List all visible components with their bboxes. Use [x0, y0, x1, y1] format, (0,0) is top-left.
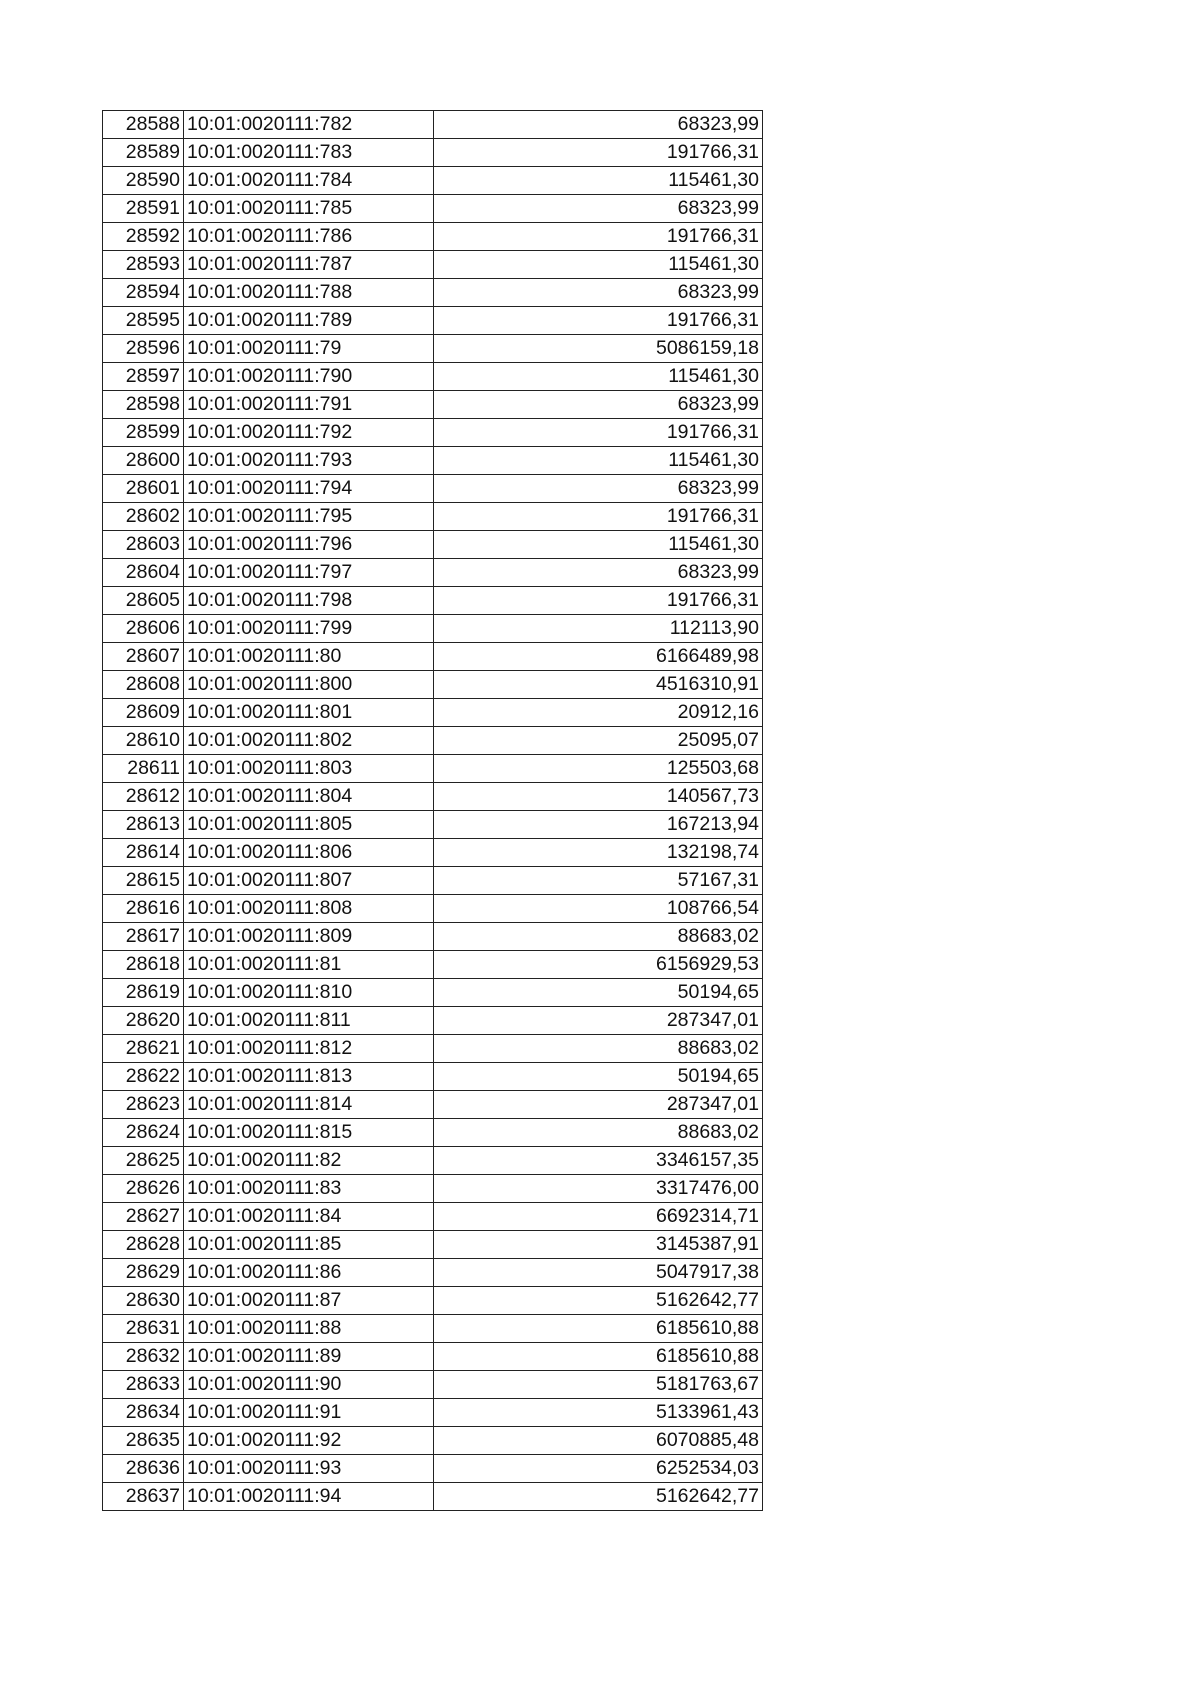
table-row	[103, 1007, 763, 1035]
row-number-cell: 28634	[103, 1399, 184, 1427]
cadastral-value-cell: 68323,99	[434, 559, 763, 587]
table-row	[103, 531, 763, 559]
table-row	[103, 1399, 763, 1427]
row-number-cell: 28595	[103, 307, 184, 335]
table-row	[103, 587, 763, 615]
cadastral-value-cell: 68323,99	[434, 279, 763, 307]
cadastral-value-cell: 5162642,77	[434, 1483, 763, 1511]
table-row	[103, 363, 763, 391]
table-row	[103, 1343, 763, 1371]
row-number-cell: 28591	[103, 195, 184, 223]
cadastral-number-cell: 10:01:0020111:792	[184, 419, 434, 447]
cadastral-number-cell: 10:01:0020111:93	[184, 1455, 434, 1483]
table-row	[103, 419, 763, 447]
row-number-cell: 28630	[103, 1287, 184, 1315]
table-row	[103, 251, 763, 279]
row-number-cell: 28619	[103, 979, 184, 1007]
table-row	[103, 503, 763, 531]
table-row	[103, 895, 763, 923]
row-number-cell: 28592	[103, 223, 184, 251]
cadastral-value-cell: 287347,01	[434, 1091, 763, 1119]
row-number-cell: 28625	[103, 1147, 184, 1175]
table-row	[103, 699, 763, 727]
row-number-cell: 28616	[103, 895, 184, 923]
cadastral-value-cell: 125503,68	[434, 755, 763, 783]
table-row	[103, 811, 763, 839]
row-number-cell: 28594	[103, 279, 184, 307]
table-row	[103, 951, 763, 979]
cadastral-number-cell: 10:01:0020111:796	[184, 531, 434, 559]
row-number-cell: 28600	[103, 447, 184, 475]
row-number-cell: 28620	[103, 1007, 184, 1035]
cadastral-number-cell: 10:01:0020111:807	[184, 867, 434, 895]
cadastral-number-cell: 10:01:0020111:92	[184, 1427, 434, 1455]
table-row	[103, 1427, 763, 1455]
cadastral-number-cell: 10:01:0020111:79	[184, 335, 434, 363]
cadastral-value-cell: 6070885,48	[434, 1427, 763, 1455]
row-number-cell: 28608	[103, 671, 184, 699]
cadastral-value-cell: 88683,02	[434, 1119, 763, 1147]
row-number-cell: 28626	[103, 1175, 184, 1203]
table-row	[103, 867, 763, 895]
cadastral-number-cell: 10:01:0020111:80	[184, 643, 434, 671]
table-row	[103, 923, 763, 951]
cadastral-number-cell: 10:01:0020111:791	[184, 391, 434, 419]
cadastral-number-cell: 10:01:0020111:808	[184, 895, 434, 923]
row-number-cell: 28612	[103, 783, 184, 811]
table-row	[103, 839, 763, 867]
table-row	[103, 1455, 763, 1483]
cadastral-value-cell: 57167,31	[434, 867, 763, 895]
row-number-cell: 28622	[103, 1063, 184, 1091]
row-number-cell: 28611	[103, 755, 184, 783]
cadastral-value-cell: 3317476,00	[434, 1175, 763, 1203]
row-number-cell: 28603	[103, 531, 184, 559]
cadastral-value-cell: 112113,90	[434, 615, 763, 643]
cadastral-number-cell: 10:01:0020111:785	[184, 195, 434, 223]
cadastral-value-cell: 191766,31	[434, 587, 763, 615]
row-number-cell: 28590	[103, 167, 184, 195]
table-row	[103, 279, 763, 307]
table-row	[103, 1147, 763, 1175]
row-number-cell: 28588	[103, 111, 184, 139]
table-row	[103, 1119, 763, 1147]
table-row	[103, 195, 763, 223]
cadastral-number-cell: 10:01:0020111:813	[184, 1063, 434, 1091]
cadastral-number-cell: 10:01:0020111:790	[184, 363, 434, 391]
data-table	[102, 110, 763, 1511]
row-number-cell: 28623	[103, 1091, 184, 1119]
cadastral-value-cell: 132198,74	[434, 839, 763, 867]
cadastral-number-cell: 10:01:0020111:94	[184, 1483, 434, 1511]
cadastral-value-cell: 115461,30	[434, 531, 763, 559]
cadastral-number-cell: 10:01:0020111:90	[184, 1371, 434, 1399]
table-row	[103, 1175, 763, 1203]
table-row	[103, 979, 763, 1007]
cadastral-value-cell: 108766,54	[434, 895, 763, 923]
table-row	[103, 335, 763, 363]
table-row	[103, 1035, 763, 1063]
cadastral-number-cell: 10:01:0020111:795	[184, 503, 434, 531]
row-number-cell: 28599	[103, 419, 184, 447]
cadastral-value-cell: 287347,01	[434, 1007, 763, 1035]
row-number-cell: 28610	[103, 727, 184, 755]
table-row	[103, 1091, 763, 1119]
row-number-cell: 28589	[103, 139, 184, 167]
table-row	[103, 783, 763, 811]
row-number-cell: 28613	[103, 811, 184, 839]
cadastral-number-cell: 10:01:0020111:802	[184, 727, 434, 755]
row-number-cell: 28598	[103, 391, 184, 419]
table-row	[103, 1063, 763, 1091]
cadastral-number-cell: 10:01:0020111:789	[184, 307, 434, 335]
cadastral-number-cell: 10:01:0020111:87	[184, 1287, 434, 1315]
cadastral-value-cell: 115461,30	[434, 363, 763, 391]
cadastral-value-cell: 115461,30	[434, 167, 763, 195]
row-number-cell: 28627	[103, 1203, 184, 1231]
cadastral-value-cell: 25095,07	[434, 727, 763, 755]
row-number-cell: 28624	[103, 1119, 184, 1147]
cadastral-number-cell: 10:01:0020111:810	[184, 979, 434, 1007]
row-number-cell: 28636	[103, 1455, 184, 1483]
cadastral-number-cell: 10:01:0020111:806	[184, 839, 434, 867]
cadastral-value-cell: 5162642,77	[434, 1287, 763, 1315]
cadastral-number-cell: 10:01:0020111:783	[184, 139, 434, 167]
cadastral-number-cell: 10:01:0020111:804	[184, 783, 434, 811]
cadastral-number-cell: 10:01:0020111:798	[184, 587, 434, 615]
cadastral-value-cell: 5047917,38	[434, 1259, 763, 1287]
table-row	[103, 447, 763, 475]
cadastral-number-cell: 10:01:0020111:784	[184, 167, 434, 195]
row-number-cell: 28635	[103, 1427, 184, 1455]
cadastral-number-cell: 10:01:0020111:89	[184, 1343, 434, 1371]
cadastral-value-cell: 6252534,03	[434, 1455, 763, 1483]
cadastral-value-cell: 88683,02	[434, 923, 763, 951]
cadastral-value-cell: 5133961,43	[434, 1399, 763, 1427]
cadastral-value-cell: 50194,65	[434, 979, 763, 1007]
cadastral-value-cell: 191766,31	[434, 223, 763, 251]
cadastral-number-cell: 10:01:0020111:82	[184, 1147, 434, 1175]
cadastral-value-cell: 68323,99	[434, 195, 763, 223]
cadastral-value-cell: 6166489,98	[434, 643, 763, 671]
cadastral-number-cell: 10:01:0020111:786	[184, 223, 434, 251]
row-number-cell: 28593	[103, 251, 184, 279]
cadastral-value-cell: 88683,02	[434, 1035, 763, 1063]
row-number-cell: 28601	[103, 475, 184, 503]
cadastral-number-cell: 10:01:0020111:86	[184, 1259, 434, 1287]
cadastral-value-cell: 167213,94	[434, 811, 763, 839]
cadastral-value-cell: 6185610,88	[434, 1315, 763, 1343]
cadastral-number-cell: 10:01:0020111:799	[184, 615, 434, 643]
cadastral-number-cell: 10:01:0020111:811	[184, 1007, 434, 1035]
table-row	[103, 755, 763, 783]
cadastral-value-cell: 3145387,91	[434, 1231, 763, 1259]
cadastral-value-cell: 68323,99	[434, 475, 763, 503]
row-number-cell: 28629	[103, 1259, 184, 1287]
cadastral-number-cell: 10:01:0020111:814	[184, 1091, 434, 1119]
table-row	[103, 139, 763, 167]
cadastral-number-cell: 10:01:0020111:83	[184, 1175, 434, 1203]
cadastral-value-cell: 68323,99	[434, 111, 763, 139]
table-row	[103, 559, 763, 587]
table-body	[103, 111, 763, 1511]
table-row	[103, 615, 763, 643]
cadastral-number-cell: 10:01:0020111:782	[184, 111, 434, 139]
table-row	[103, 1315, 763, 1343]
cadastral-value-cell: 50194,65	[434, 1063, 763, 1091]
cadastral-value-cell: 3346157,35	[434, 1147, 763, 1175]
cadastral-number-cell: 10:01:0020111:812	[184, 1035, 434, 1063]
cadastral-value-cell: 5181763,67	[434, 1371, 763, 1399]
cadastral-number-cell: 10:01:0020111:91	[184, 1399, 434, 1427]
cadastral-number-cell: 10:01:0020111:801	[184, 699, 434, 727]
row-number-cell: 28631	[103, 1315, 184, 1343]
cadastral-value-cell: 115461,30	[434, 251, 763, 279]
cadastral-number-cell: 10:01:0020111:81	[184, 951, 434, 979]
cadastral-number-cell: 10:01:0020111:85	[184, 1231, 434, 1259]
table-row	[103, 475, 763, 503]
cadastral-number-cell: 10:01:0020111:809	[184, 923, 434, 951]
cadastral-value-cell: 140567,73	[434, 783, 763, 811]
cadastral-number-cell: 10:01:0020111:787	[184, 251, 434, 279]
row-number-cell: 28633	[103, 1371, 184, 1399]
row-number-cell: 28614	[103, 839, 184, 867]
row-number-cell: 28602	[103, 503, 184, 531]
cadastral-value-cell: 6156929,53	[434, 951, 763, 979]
table-row	[103, 307, 763, 335]
cadastral-number-cell: 10:01:0020111:793	[184, 447, 434, 475]
cadastral-value-cell: 115461,30	[434, 447, 763, 475]
table-row	[103, 1259, 763, 1287]
table-row	[103, 1203, 763, 1231]
cadastral-value-cell: 191766,31	[434, 139, 763, 167]
cadastral-number-cell: 10:01:0020111:797	[184, 559, 434, 587]
cadastral-value-cell: 4516310,91	[434, 671, 763, 699]
cadastral-number-cell: 10:01:0020111:84	[184, 1203, 434, 1231]
row-number-cell: 28605	[103, 587, 184, 615]
table-row	[103, 223, 763, 251]
cadastral-number-cell: 10:01:0020111:815	[184, 1119, 434, 1147]
cadastral-number-cell: 10:01:0020111:794	[184, 475, 434, 503]
cadastral-value-cell: 20912,16	[434, 699, 763, 727]
cadastral-value-cell: 6185610,88	[434, 1343, 763, 1371]
cadastral-value-cell: 191766,31	[434, 503, 763, 531]
table-row	[103, 1371, 763, 1399]
row-number-cell: 28621	[103, 1035, 184, 1063]
row-number-cell: 28615	[103, 867, 184, 895]
cadastral-number-cell: 10:01:0020111:788	[184, 279, 434, 307]
table-row	[103, 671, 763, 699]
row-number-cell: 28609	[103, 699, 184, 727]
table-row	[103, 167, 763, 195]
row-number-cell: 28606	[103, 615, 184, 643]
cadastral-value-cell: 6692314,71	[434, 1203, 763, 1231]
row-number-cell: 28607	[103, 643, 184, 671]
row-number-cell: 28618	[103, 951, 184, 979]
row-number-cell: 28597	[103, 363, 184, 391]
table-row	[103, 1287, 763, 1315]
row-number-cell: 28632	[103, 1343, 184, 1371]
row-number-cell: 28596	[103, 335, 184, 363]
table-row	[103, 727, 763, 755]
cadastral-value-cell: 191766,31	[434, 419, 763, 447]
table-row	[103, 1231, 763, 1259]
cadastral-number-cell: 10:01:0020111:803	[184, 755, 434, 783]
row-number-cell: 28604	[103, 559, 184, 587]
cadastral-number-cell: 10:01:0020111:88	[184, 1315, 434, 1343]
table-row	[103, 1483, 763, 1511]
cadastral-value-cell: 68323,99	[434, 391, 763, 419]
row-number-cell: 28637	[103, 1483, 184, 1511]
table-row	[103, 391, 763, 419]
cadastral-number-cell: 10:01:0020111:800	[184, 671, 434, 699]
table-row	[103, 643, 763, 671]
cadastral-number-cell: 10:01:0020111:805	[184, 811, 434, 839]
row-number-cell: 28628	[103, 1231, 184, 1259]
cadastral-value-cell: 191766,31	[434, 307, 763, 335]
cadastral-value-cell: 5086159,18	[434, 335, 763, 363]
row-number-cell: 28617	[103, 923, 184, 951]
table-row	[103, 111, 763, 139]
